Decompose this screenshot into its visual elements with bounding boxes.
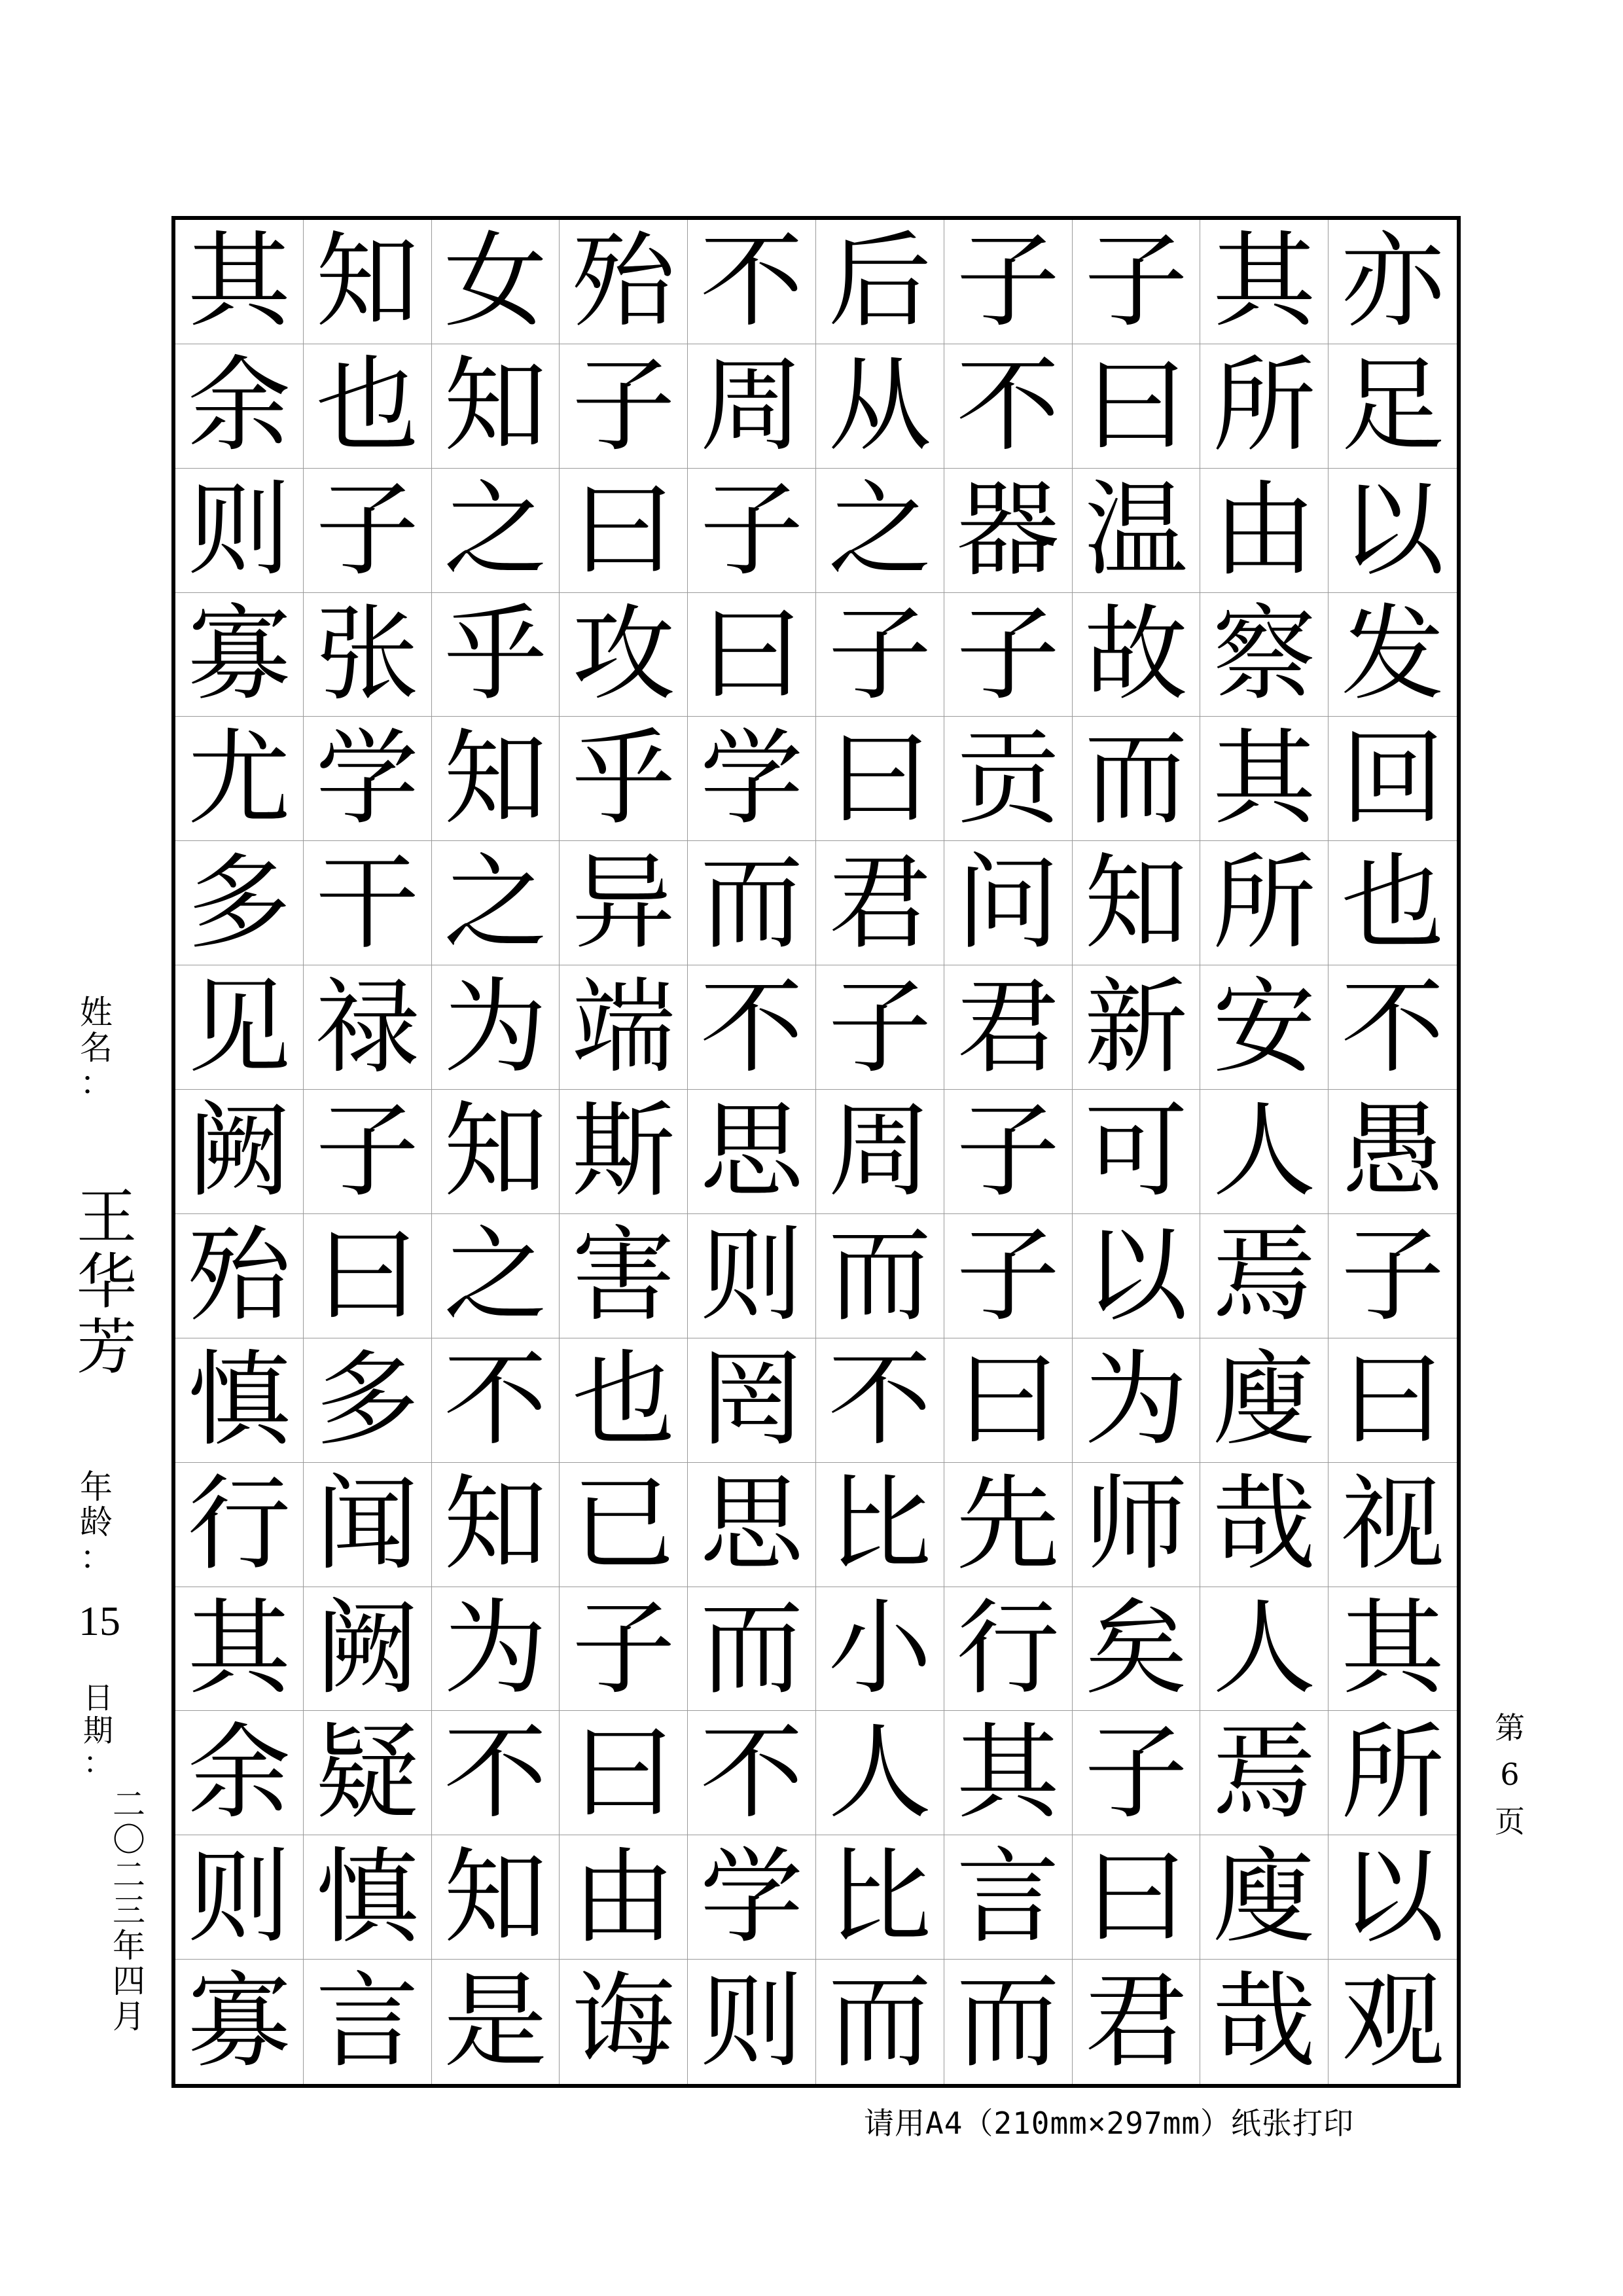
grid-char: 不	[688, 1711, 816, 1835]
grid-char: 以	[1073, 1214, 1201, 1338]
grid-char: 知	[432, 717, 560, 841]
grid-char: 思	[688, 1463, 816, 1587]
grid-char: 而	[816, 1214, 944, 1338]
grid-char: 之	[432, 469, 560, 593]
grid-char: 言	[304, 1960, 432, 2084]
grid-char: 君	[944, 965, 1073, 1090]
grid-char: 子	[560, 1587, 688, 1712]
grid-char: 子	[944, 1214, 1073, 1338]
grid-char: 矣	[1073, 1587, 1201, 1712]
grid-char: 为	[432, 965, 560, 1090]
grid-char: 学	[688, 717, 816, 841]
grid-char: 焉	[1200, 1214, 1329, 1338]
grid-char: 尤	[175, 717, 304, 841]
grid-char: 廋	[1200, 1835, 1329, 1960]
grid-char: 闻	[304, 1463, 432, 1587]
grid-char: 知	[432, 1463, 560, 1587]
grid-char: 已	[560, 1463, 688, 1587]
grid-char: 曰	[944, 1338, 1073, 1463]
grid-char: 其	[175, 1587, 304, 1712]
grid-char: 其	[944, 1711, 1073, 1835]
grid-char: 后	[816, 220, 944, 344]
grid-char: 则	[688, 1960, 816, 2084]
grid-char: 之	[816, 469, 944, 593]
grid-char: 先	[944, 1463, 1073, 1587]
name-value: 王 华 芳	[76, 1182, 137, 1382]
grid-char: 君	[1073, 1960, 1201, 2084]
grid-char: 言	[944, 1835, 1073, 1960]
grid-char: 阙	[304, 1587, 432, 1712]
grid-char: 张	[304, 593, 432, 717]
grid-char: 而	[688, 841, 816, 965]
grid-char: 攻	[560, 593, 688, 717]
grid-char: 罔	[688, 1338, 816, 1463]
grid-char: 子	[816, 965, 944, 1090]
grid-char: 而	[688, 1587, 816, 1712]
grid-char: 不	[432, 1711, 560, 1835]
grid-char: 其	[1329, 1587, 1457, 1712]
grid-char: 见	[175, 965, 304, 1090]
grid-char: 也	[560, 1338, 688, 1463]
grid-char: 干	[304, 841, 432, 965]
grid-char: 学	[688, 1835, 816, 1960]
page-number: 第 6 页	[1495, 1710, 1525, 1839]
grid-char: 子	[1073, 1711, 1201, 1835]
grid-char: 新	[1073, 965, 1201, 1090]
grid-char: 问	[944, 841, 1073, 965]
grid-char: 发	[1329, 593, 1457, 717]
grid-char: 慎	[304, 1835, 432, 1960]
grid-char: 余	[175, 344, 304, 469]
print-note: 请用A4（210mm×297mm）纸张打印	[864, 2106, 1355, 2141]
grid-char: 子	[816, 593, 944, 717]
grid-char: 视	[1329, 1463, 1457, 1587]
grid-char: 曰	[816, 717, 944, 841]
grid-char: 子	[944, 593, 1073, 717]
grid-char: 亦	[1329, 220, 1457, 344]
grid-char: 而	[1073, 717, 1201, 841]
grid-char: 知	[432, 344, 560, 469]
grid-char: 比	[816, 1835, 944, 1960]
grid-char: 多	[175, 841, 304, 965]
grid-char: 子	[304, 1090, 432, 1214]
grid-char: 所	[1200, 344, 1329, 469]
grid-char: 慎	[175, 1338, 304, 1463]
grid-char: 其	[175, 220, 304, 344]
grid-char: 不	[816, 1338, 944, 1463]
grid-char: 不	[688, 965, 816, 1090]
grid-char: 曰	[560, 469, 688, 593]
grid-char: 君	[816, 841, 944, 965]
grid-char: 寡	[175, 1960, 304, 2084]
grid-char: 所	[1200, 841, 1329, 965]
grid-char: 曰	[560, 1711, 688, 1835]
grid-char: 由	[560, 1835, 688, 1960]
grid-char: 师	[1073, 1463, 1201, 1587]
grid-char: 观	[1341, 1962, 1445, 2083]
grid-char: 乎	[432, 593, 560, 717]
grid-char: 以	[1329, 1835, 1457, 1960]
grid-char: 子	[560, 344, 688, 469]
grid-char: 由	[1200, 469, 1329, 593]
grid-char: 子	[944, 220, 1073, 344]
grid-char: 知	[1073, 841, 1201, 965]
grid-char: 周	[816, 1090, 944, 1214]
grid-char: 殆	[560, 220, 688, 344]
grid-char: 不	[944, 344, 1073, 469]
grid-char: 曰	[688, 593, 816, 717]
grid-char: 温	[1073, 469, 1201, 593]
grid-char: 学	[304, 717, 432, 841]
grid-char: 知	[432, 1835, 560, 1960]
date-value: 二 〇 二 三 年 四 月	[113, 1785, 145, 2036]
grid-char: 殆	[175, 1214, 304, 1338]
grid-char: 足	[1329, 344, 1457, 469]
grid-char: 贡	[944, 717, 1073, 841]
grid-char: 为	[1073, 1338, 1201, 1463]
grid-char: 疑	[304, 1711, 432, 1835]
grid-char: 行	[175, 1463, 304, 1587]
grid-char: 子	[688, 469, 816, 593]
grid-char: 禄	[304, 965, 432, 1090]
grid-char: 周	[688, 344, 816, 469]
grid-char: 子	[944, 1090, 1073, 1214]
grid-char: 则	[175, 469, 304, 593]
grid-char: 曰	[1073, 344, 1201, 469]
grid-char: 故	[1073, 593, 1201, 717]
grid-char: 哉	[1200, 1463, 1329, 1587]
grid-char: 是	[432, 1960, 560, 2084]
grid-char: 愚	[1329, 1090, 1457, 1214]
grid-char: 以	[1329, 469, 1457, 593]
grid-char: 斯	[560, 1090, 688, 1214]
age-label: 年 龄 ：	[80, 1468, 113, 1577]
grid-char: 也	[304, 344, 432, 469]
grid-char: 为	[432, 1587, 560, 1712]
grid-char: 之	[432, 1214, 560, 1338]
grid-char: 则	[175, 1835, 304, 1960]
grid-char: 可	[1073, 1090, 1201, 1214]
grid-char: 器	[944, 469, 1073, 593]
grid-char: 子	[1329, 1214, 1457, 1338]
grid-char: 安	[1200, 965, 1329, 1090]
grid-char: 而	[816, 1960, 944, 2084]
grid-char: 知	[432, 1090, 560, 1214]
grid-char: 焉	[1200, 1711, 1329, 1835]
grid-char: 曰	[304, 1214, 432, 1338]
character-grid	[171, 216, 1461, 2088]
grid-char: 多	[304, 1338, 432, 1463]
grid-char: 而	[944, 1960, 1073, 2084]
grid-char: 廋	[1200, 1338, 1329, 1463]
grid-char: 曰	[1329, 1338, 1457, 1463]
age-value: 15	[79, 1598, 120, 1644]
grid-char: 不	[432, 1338, 560, 1463]
grid-char: 端	[560, 965, 688, 1090]
grid-char: 小	[816, 1587, 944, 1712]
grid-char: 子	[304, 469, 432, 593]
grid-char: 回	[1329, 717, 1457, 841]
grid-char: 哉	[1200, 1960, 1329, 2084]
grid-char: 女	[432, 220, 560, 344]
grid-char: 行	[944, 1587, 1073, 1712]
grid-char: 害	[560, 1214, 688, 1338]
grid-char: 子	[1073, 220, 1201, 344]
grid-char: 之	[432, 841, 560, 965]
grid-char: 其	[1200, 220, 1329, 344]
grid-char: 也	[1329, 841, 1457, 965]
grid-char: 异	[560, 841, 688, 965]
grid-char: 人	[816, 1711, 944, 1835]
grid-char: 比	[816, 1463, 944, 1587]
grid-char: 乎	[560, 717, 688, 841]
grid-char: 阙	[175, 1090, 304, 1214]
grid-char: 知	[304, 220, 432, 344]
grid-char: 不	[1329, 965, 1457, 1090]
grid-char: 寡	[175, 593, 304, 717]
grid-char: 曰	[1073, 1835, 1201, 1960]
grid-char: 则	[688, 1214, 816, 1338]
grid-char: 其	[1200, 717, 1329, 841]
grid-char: 不	[688, 220, 816, 344]
grid-char: 思	[688, 1090, 816, 1214]
grid-char: 察	[1200, 593, 1329, 717]
grid-char: 人	[1200, 1090, 1329, 1214]
grid-char: 从	[816, 344, 944, 469]
name-label: 姓 名 ：	[80, 994, 113, 1102]
grid-char: 人	[1200, 1587, 1329, 1712]
date-label: 日 期 ：	[83, 1680, 113, 1781]
grid-char: 所	[1329, 1711, 1457, 1835]
grid-char: 诲	[560, 1960, 688, 2084]
grid-char: 余	[175, 1711, 304, 1835]
